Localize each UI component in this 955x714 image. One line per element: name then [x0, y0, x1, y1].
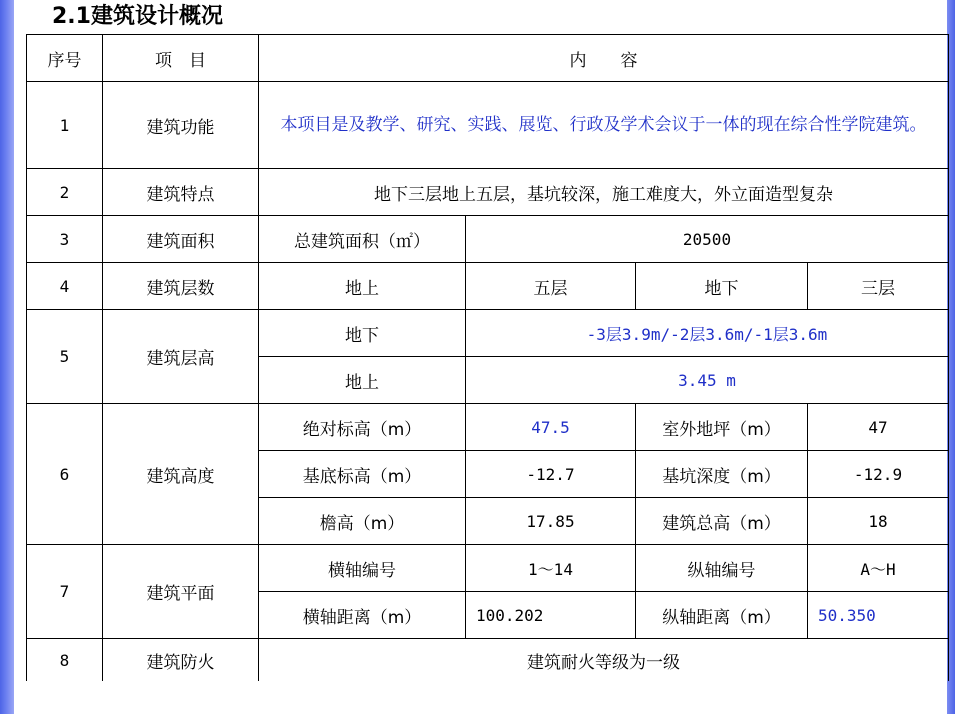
height-above-label: 地上: [259, 357, 466, 404]
building-overview-table: [26, 34, 949, 681]
absolute-elevation-label: 绝对标高（m）: [259, 404, 466, 451]
floors-above-label: 地上: [259, 263, 466, 310]
row-content: 地下三层地上五层，基坑较深，施工难度大，外立面造型复杂: [259, 169, 949, 216]
row-item: 建筑防火: [103, 639, 259, 682]
table-row: [27, 639, 949, 682]
base-elevation-label: 基底标高（m）: [259, 451, 466, 498]
header-content: 内 容: [259, 35, 949, 82]
table-row: [27, 169, 949, 216]
area-value: 20500: [466, 216, 949, 263]
row-item: 建筑特点: [103, 169, 259, 216]
header-item: 项 目: [103, 35, 259, 82]
row-number: 3: [27, 216, 103, 263]
eave-height-value: 17.85: [466, 498, 636, 545]
absolute-elevation-value: 47.5: [466, 404, 636, 451]
vertical-axis-distance-label: 纵轴距离（m）: [636, 592, 808, 639]
pit-depth-label: 基坑深度（m）: [636, 451, 808, 498]
left-decorative-stripe: [0, 0, 14, 714]
table-row: [27, 216, 949, 263]
table-header-row: [27, 35, 949, 82]
row-item: 建筑层数: [103, 263, 259, 310]
horizontal-axis-number-label: 横轴编号: [259, 545, 466, 592]
outdoor-ground-value: 47: [808, 404, 949, 451]
area-label: 总建筑面积（㎡）: [259, 216, 466, 263]
row-number: 8: [27, 639, 103, 682]
total-height-label: 建筑总高（m）: [636, 498, 808, 545]
header-index: 序号: [27, 35, 103, 82]
vertical-axis-number-label: 纵轴编号: [636, 545, 808, 592]
height-below-label: 地下: [259, 310, 466, 357]
table-row: [27, 545, 949, 592]
table-row: [27, 404, 949, 451]
row-number: 7: [27, 545, 103, 639]
row-number: 6: [27, 404, 103, 545]
row-item: 建筑层高: [103, 310, 259, 404]
total-height-value: 18: [808, 498, 949, 545]
row-content: 本项目是及教学、研究、实践、展览、行政及学术会议于一体的现在综合性学院建筑。: [259, 82, 949, 169]
base-elevation-value: -12.7: [466, 451, 636, 498]
row-item: 建筑功能: [103, 82, 259, 169]
row-number: 1: [27, 82, 103, 169]
horizontal-axis-distance-label: 横轴距离（m）: [259, 592, 466, 639]
floors-below-label: 地下: [636, 263, 808, 310]
row-item: 建筑高度: [103, 404, 259, 545]
row-number: 4: [27, 263, 103, 310]
floors-below-value: 三层: [808, 263, 949, 310]
eave-height-label: 檐高（m）: [259, 498, 466, 545]
height-above-value: 3.45 m: [466, 357, 949, 404]
row-item: 建筑平面: [103, 545, 259, 639]
outdoor-ground-label: 室外地坪（m）: [636, 404, 808, 451]
row-number: 2: [27, 169, 103, 216]
row-number: 5: [27, 310, 103, 404]
pit-depth-value: -12.9: [808, 451, 949, 498]
height-below-value: -3层3.9m/-2层3.6m/-1层3.6m: [466, 310, 949, 357]
section-title: 2.1建筑设计概况: [52, 4, 223, 29]
vertical-axis-distance-value: 50.350: [808, 592, 949, 639]
floors-above-value: 五层: [466, 263, 636, 310]
row-item: 建筑面积: [103, 216, 259, 263]
horizontal-axis-number-value: 1～14: [466, 545, 636, 592]
vertical-axis-number-value: A～H: [808, 545, 949, 592]
horizontal-axis-distance-value: 100.202: [466, 592, 636, 639]
row-content: 建筑耐火等级为一级: [259, 639, 949, 682]
table-row: [27, 82, 949, 169]
table-row: [27, 310, 949, 357]
table-row: [27, 263, 949, 310]
